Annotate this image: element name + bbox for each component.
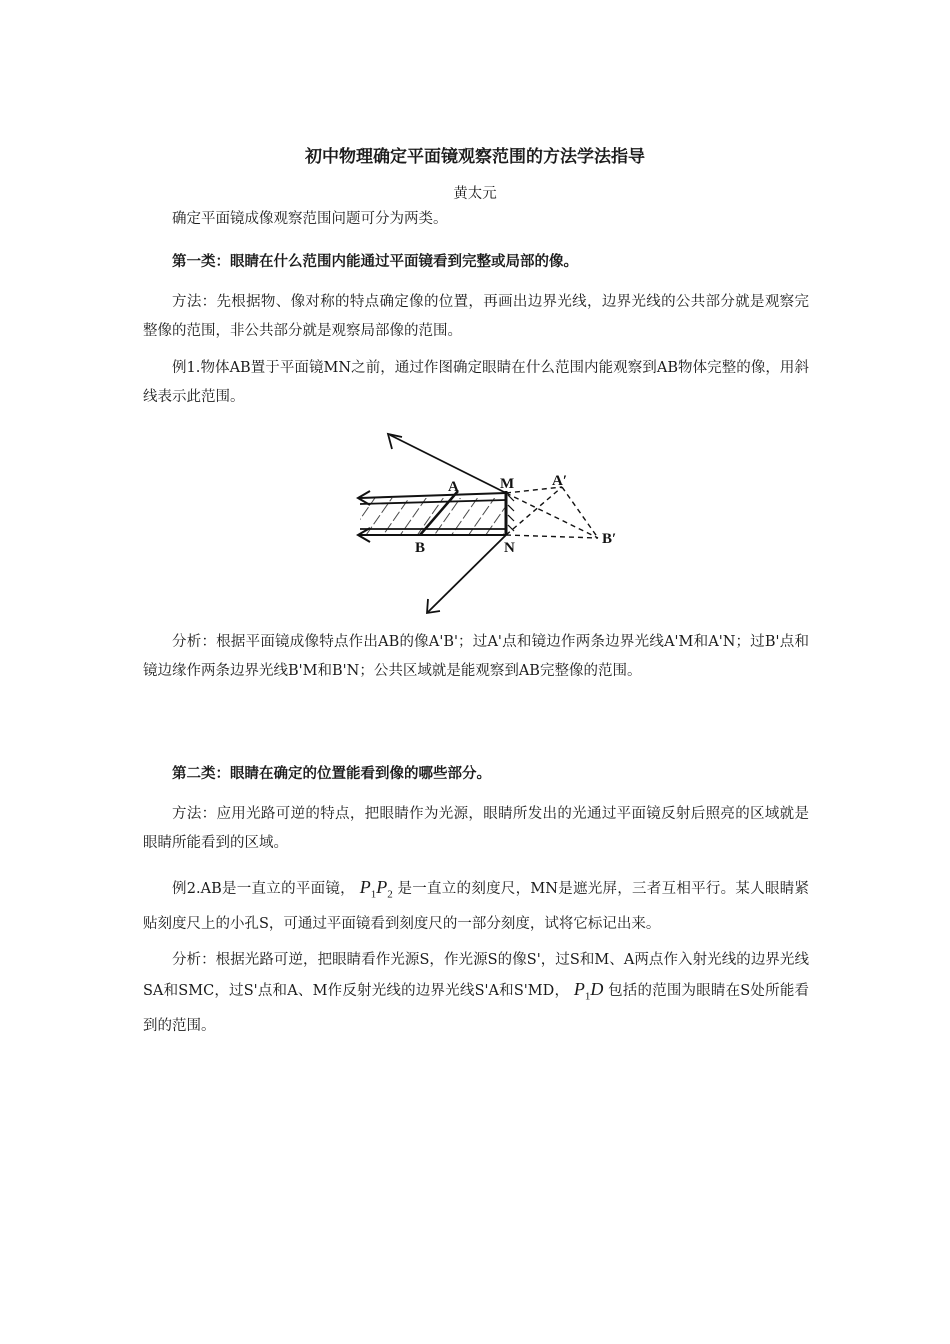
label-M: M (500, 476, 515, 492)
label-B-prime: B′ (602, 531, 617, 547)
section2-method: 方法：应用光路可逆的特点，把眼睛作为光源，眼睛所发出的光通过平面镜反射后照亮的区域就是眼睛所能看到的区域。 (143, 806, 809, 851)
label-N: N (504, 540, 515, 556)
mirror-diagram (340, 425, 640, 620)
label-A-prime: A′ (552, 473, 568, 489)
section2-analysis: 分析：根据光路可逆，把眼睛看作光源S，作光源S的像S'，过S和M、A两点作入射光线的边界光线SA和SMC，过S'点和A、M作反射光线的边界光线S'A和S'MD， $P_1D$ 包括的范围为眼睛在S处所能看到的范围。 (143, 952, 810, 1034)
intro-paragraph: 确定平面镜成像观察范围问题可分为两类。 (172, 211, 448, 227)
section1-method: 方法：先根据物、像对称的特点确定像的位置，再画出边界光线，边界光线的公共部分就是观察完整像的范围，非公共部分就是观察局部像的范围。 (143, 294, 809, 339)
label-A: A (448, 479, 459, 495)
example2-text: 例2.AB是一直立的平面镜， $P_1P_2$ 是一直立的刻度尺，MN是遮光屏，三者互相平行。某人眼睛紧贴刻度尺上的小孔S，可通过平面镜看到刻度尺的一部分刻度，试将它标记出来。 (143, 877, 810, 932)
author-name: 黄太元 (453, 186, 497, 202)
math-P1D: $P_1D$ (573, 979, 604, 1003)
section1-analysis: 分析：根据平面镜成像特点作出AB的像A'B'；过A'点和镜边作两条边界光线A'M和A'N；过B'点和镜边缘作两条边界光线B'M和B'N；公共区域就是能观察到AB完整像的范围。 (143, 634, 809, 679)
section1-heading: 第一类：眼睛在什么范围内能通过平面镜看到完整或局部的像。 (172, 254, 578, 270)
example1-text: 例1.物体AB置于平面镜MN之前，通过作图确定眼睛在什么范围内能观察到AB物体完整的像，用斜线表示此范围。 (143, 360, 809, 405)
label-B: B (415, 540, 426, 556)
math-P1P2: $P_1P_2$ (359, 877, 393, 901)
upper-boundary-ray (360, 493, 506, 498)
document-title: 初中物理确定平面镜观察范围的方法学法指导 (305, 147, 645, 167)
section2-heading: 第二类：眼睛在确定的位置能看到像的哪些部分。 (172, 766, 491, 782)
